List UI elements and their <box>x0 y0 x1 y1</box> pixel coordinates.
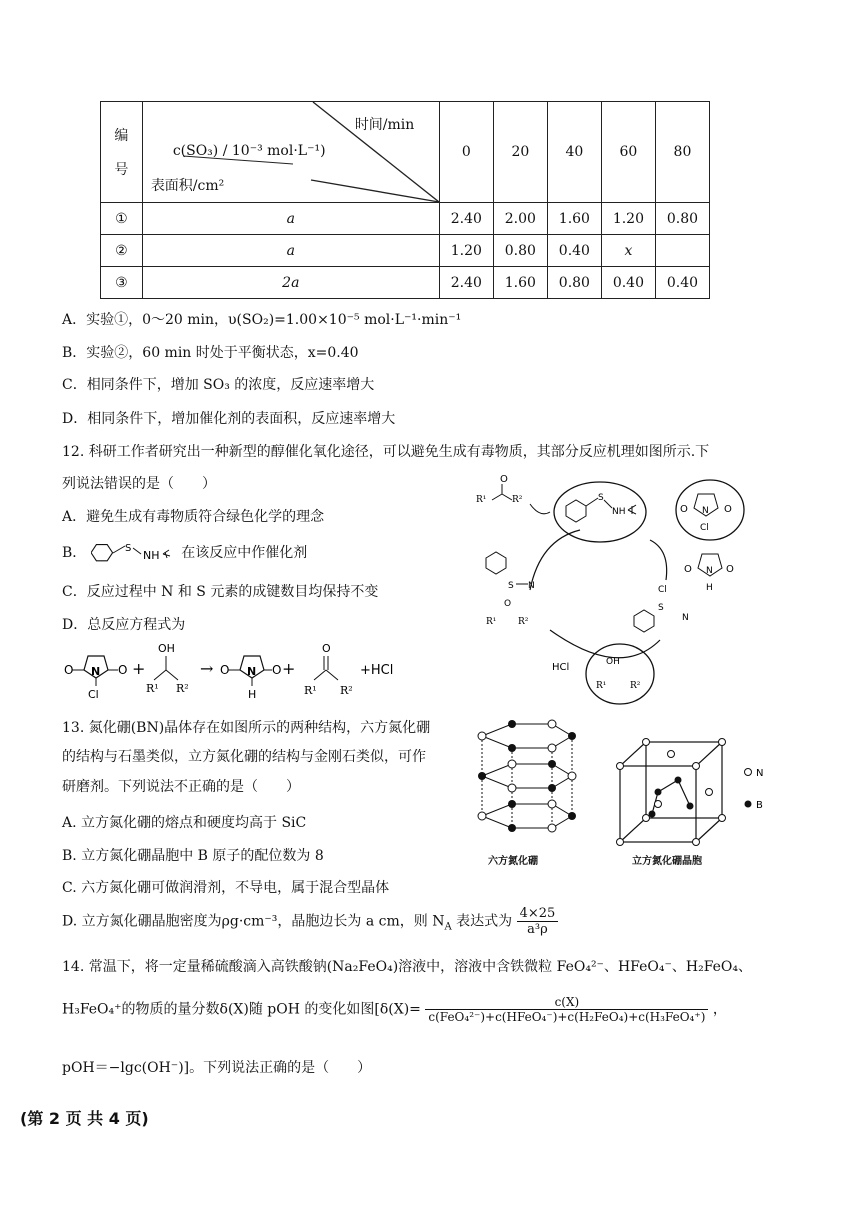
q14-delta-fraction <box>425 995 708 1024</box>
eq-ncs-o-right: O <box>118 663 128 677</box>
row-value: 1.20 <box>439 235 493 267</box>
row-value: x <box>601 235 655 267</box>
eq-nhs-o-right: O <box>272 663 282 677</box>
q14-stem-line3: pOH＝−lgc(OH⁻)]。下列说法正确的是（ ） <box>62 1060 372 1076</box>
caption-cubic-bn: 立方氮化硼晶胞 <box>632 856 702 867</box>
header-time-label: 时间/min <box>354 117 415 133</box>
hexagonal-bn-structure <box>462 716 580 846</box>
table-row <box>101 203 710 235</box>
q13-option-d <box>62 906 558 937</box>
eq-plus-1: + <box>132 659 146 678</box>
row-value: 1.20 <box>601 203 655 235</box>
eq-arrow: → <box>200 659 214 678</box>
legend-b-label: B <box>756 800 763 811</box>
experiment-table <box>100 101 710 299</box>
cycle-right-n: N <box>682 613 689 623</box>
diagonal-header-cell <box>142 102 439 203</box>
eq-ketone-r1: R¹ <box>304 684 317 697</box>
cycle-right-cl: Cl <box>658 585 667 595</box>
cycle-nhs-o-right: O <box>726 564 734 575</box>
row-value: 0.40 <box>655 267 709 299</box>
q14-stem-prefix: H₃FeO₄⁺的物质的量分数δ(X)随 pOH 的变化如图[δ(X)= <box>62 1001 421 1018</box>
row-value: 0.40 <box>547 235 601 267</box>
row-value: 2.00 <box>493 203 547 235</box>
q11-option-a: A．实验①，0～20 min，υ(SO₂)=1.00×10⁻⁵ mol·L⁻¹·min⁻¹ <box>62 312 462 328</box>
q12-stem-line1: 12. 科研工作者研究出一种新型的醇催化氧化途径，可以避免生成有毒物质，其部分反应机理如图所示.下 <box>62 444 710 460</box>
cycle-alcohol-oh: OH <box>606 657 620 667</box>
q14-stem-line2 <box>62 995 727 1024</box>
q12-option-d: D．总反应方程式为 <box>62 617 186 633</box>
q14-stem-suffix: ， <box>712 1001 727 1018</box>
row-area: a <box>142 203 439 235</box>
row-value: 0.40 <box>601 267 655 299</box>
eq-hcl: +HCl <box>360 663 394 678</box>
row-value: 1.60 <box>547 203 601 235</box>
row-area: 2a <box>142 267 439 299</box>
eq-nhs-h: H <box>248 688 257 700</box>
header-area-label: 表面积/cm² <box>150 178 225 194</box>
eq-ketone-o: O <box>322 642 331 655</box>
page-footer: (第 2 页 共 4 页) <box>20 1109 149 1128</box>
q13-option-d-mid: 表达式为 <box>451 913 513 930</box>
cycle-ncs-n: N <box>702 506 709 516</box>
time-header-60: 60 <box>601 102 655 203</box>
cycle-alcohol-r2: R² <box>630 681 641 691</box>
thioamine-structure <box>91 542 177 564</box>
thio-s-label: S <box>124 543 132 554</box>
row-number: ② <box>101 235 143 267</box>
time-header-80: 80 <box>655 102 709 203</box>
q12-option-c: C．反应过程中 N 和 S 元素的成键数目均保持不变 <box>62 584 379 600</box>
q13-option-d-prefix: D. 立方氮化硼晶胞密度为ρg·cm⁻³，晶胞边长为 a cm，则 N <box>62 913 445 930</box>
time-header-40: 40 <box>547 102 601 203</box>
q13-option-a: A. 立方氮化硼的熔点和硬度均高于 SiC <box>62 815 307 831</box>
q11-option-d: D．相同条件下，增加催化剂的表面积，反应速率增大 <box>62 411 396 427</box>
eq-ketone-r2: R² <box>340 684 353 697</box>
q14-fraction-numerator: c(X) <box>425 995 708 1010</box>
table-header-row <box>101 102 710 203</box>
cycle-left-r2: R² <box>518 617 529 627</box>
eq-ncs-n: N <box>91 665 101 678</box>
q13-density-fraction <box>517 906 559 937</box>
eq-alcohol-oh: OH <box>158 642 175 655</box>
cycle-left-s: S <box>508 581 514 591</box>
cycle-ncs-o-right: O <box>724 504 732 515</box>
row-number: ③ <box>101 267 143 299</box>
eq-nhs-o-left: O <box>220 663 230 677</box>
thio-nh-label: NH <box>142 549 160 562</box>
time-header-0: 0 <box>439 102 493 203</box>
eq-ncs-cl: Cl <box>88 688 99 700</box>
q14-stem-line1: 14. 常温下，将一定量稀硫酸滴入高铁酸钠(Na₂FeO₄)溶液中，溶液中含铁微粒 FeO₄²⁻、HFeO₄⁻、H₂FeO₄、 <box>62 959 753 975</box>
eq-alcohol-r1: R¹ <box>146 682 159 695</box>
overall-equation <box>60 640 400 700</box>
q13-stem-line3: 研磨剂。下列说法不正确的是（ ） <box>62 779 300 795</box>
header-conc-label: c(SO₃) / 10⁻³ mol·L⁻¹) <box>172 143 326 159</box>
q13-option-b: B. 立方氮化硼晶胞中 B 原子的配位数为 8 <box>62 848 324 864</box>
eq-plus-2: + <box>282 659 296 678</box>
cycle-ncs-o-left: O <box>680 504 688 515</box>
q12-option-b-suffix: 在该反应中作催化剂 <box>181 545 308 561</box>
cubic-bn-unit-cell <box>612 736 732 846</box>
q13-option-d-sub: A <box>444 921 452 933</box>
cycle-ketone-o: O <box>500 474 508 485</box>
q13-fraction-denominator: a³ρ <box>527 922 548 937</box>
q12-option-b <box>62 542 307 564</box>
catalytic-cycle-diagram <box>470 470 760 710</box>
row-value: 0.80 <box>547 267 601 299</box>
row-value <box>655 235 709 267</box>
q14-fraction-denominator: c(FeO₄²⁻)+c(HFeO₄⁻)+c(H₂FeO₄)+c(H₃FeO₄⁺) <box>428 1010 706 1024</box>
table-row <box>101 235 710 267</box>
eq-alcohol-r2: R² <box>176 682 189 695</box>
atom-legend <box>742 764 772 814</box>
cycle-hcl: HCl <box>552 662 570 673</box>
cycle-ncs-cl: Cl <box>700 523 709 533</box>
row-value: 0.80 <box>655 203 709 235</box>
cycle-catalyst-s: S <box>598 493 604 503</box>
q13-stem-line1: 13. 氮化硼(BN)晶体存在如图所示的两种结构，六方氮化硼 <box>62 720 431 736</box>
cycle-nhs-o-left: O <box>684 564 692 575</box>
row-area: a <box>142 235 439 267</box>
legend-n-label: N <box>756 768 764 779</box>
q12-stem-line2: 列说法错误的是（ ） <box>62 476 216 492</box>
cycle-alcohol-r1: R¹ <box>596 681 607 691</box>
cycle-nhs-h: H <box>706 583 713 593</box>
eq-nhs-n: N <box>247 665 257 678</box>
cycle-catalyst-nh: NH <box>612 507 626 517</box>
row-value: 1.60 <box>493 267 547 299</box>
caption-hexagonal-bn: 六方氮化硼 <box>488 856 538 867</box>
q12-option-b-prefix: B． <box>62 545 87 561</box>
row-number: ① <box>101 203 143 235</box>
cycle-ketone-r2: R² <box>512 495 523 505</box>
q13-fraction-numerator: 4×25 <box>517 906 559 922</box>
idx-header-line2: 号 <box>114 162 129 178</box>
q12-option-a: A．避免生成有毒物质符合绿色化学的理念 <box>62 509 325 525</box>
row-value: 2.40 <box>439 203 493 235</box>
idx-header-line1: 编 <box>114 128 129 144</box>
row-value: 0.80 <box>493 235 547 267</box>
cycle-ketone-r1: R¹ <box>476 495 487 505</box>
q13-option-c: C. 六方氮化硼可做润滑剂，不导电，属于混合型晶体 <box>62 880 390 896</box>
cycle-right-s: S <box>658 603 664 613</box>
eq-ncs-o-left: O <box>64 663 74 677</box>
row-value: 2.40 <box>439 267 493 299</box>
q11-option-b: B．实验②，60 min 时处于平衡状态，x=0.40 <box>62 345 359 361</box>
table-row <box>101 267 710 299</box>
cycle-nhs-n: N <box>706 566 713 576</box>
idx-header-cell <box>101 102 143 203</box>
time-header-20: 20 <box>493 102 547 203</box>
cycle-left-o: O <box>504 599 512 609</box>
q13-stem-line2: 的结构与石墨类似，立方氮化硼的结构与金刚石类似，可作 <box>62 749 426 765</box>
q11-option-c: C．相同条件下，增加 SO₃ 的浓度，反应速率增大 <box>62 377 375 393</box>
cycle-left-n: N <box>528 581 535 591</box>
cycle-left-r1: R¹ <box>486 617 497 627</box>
